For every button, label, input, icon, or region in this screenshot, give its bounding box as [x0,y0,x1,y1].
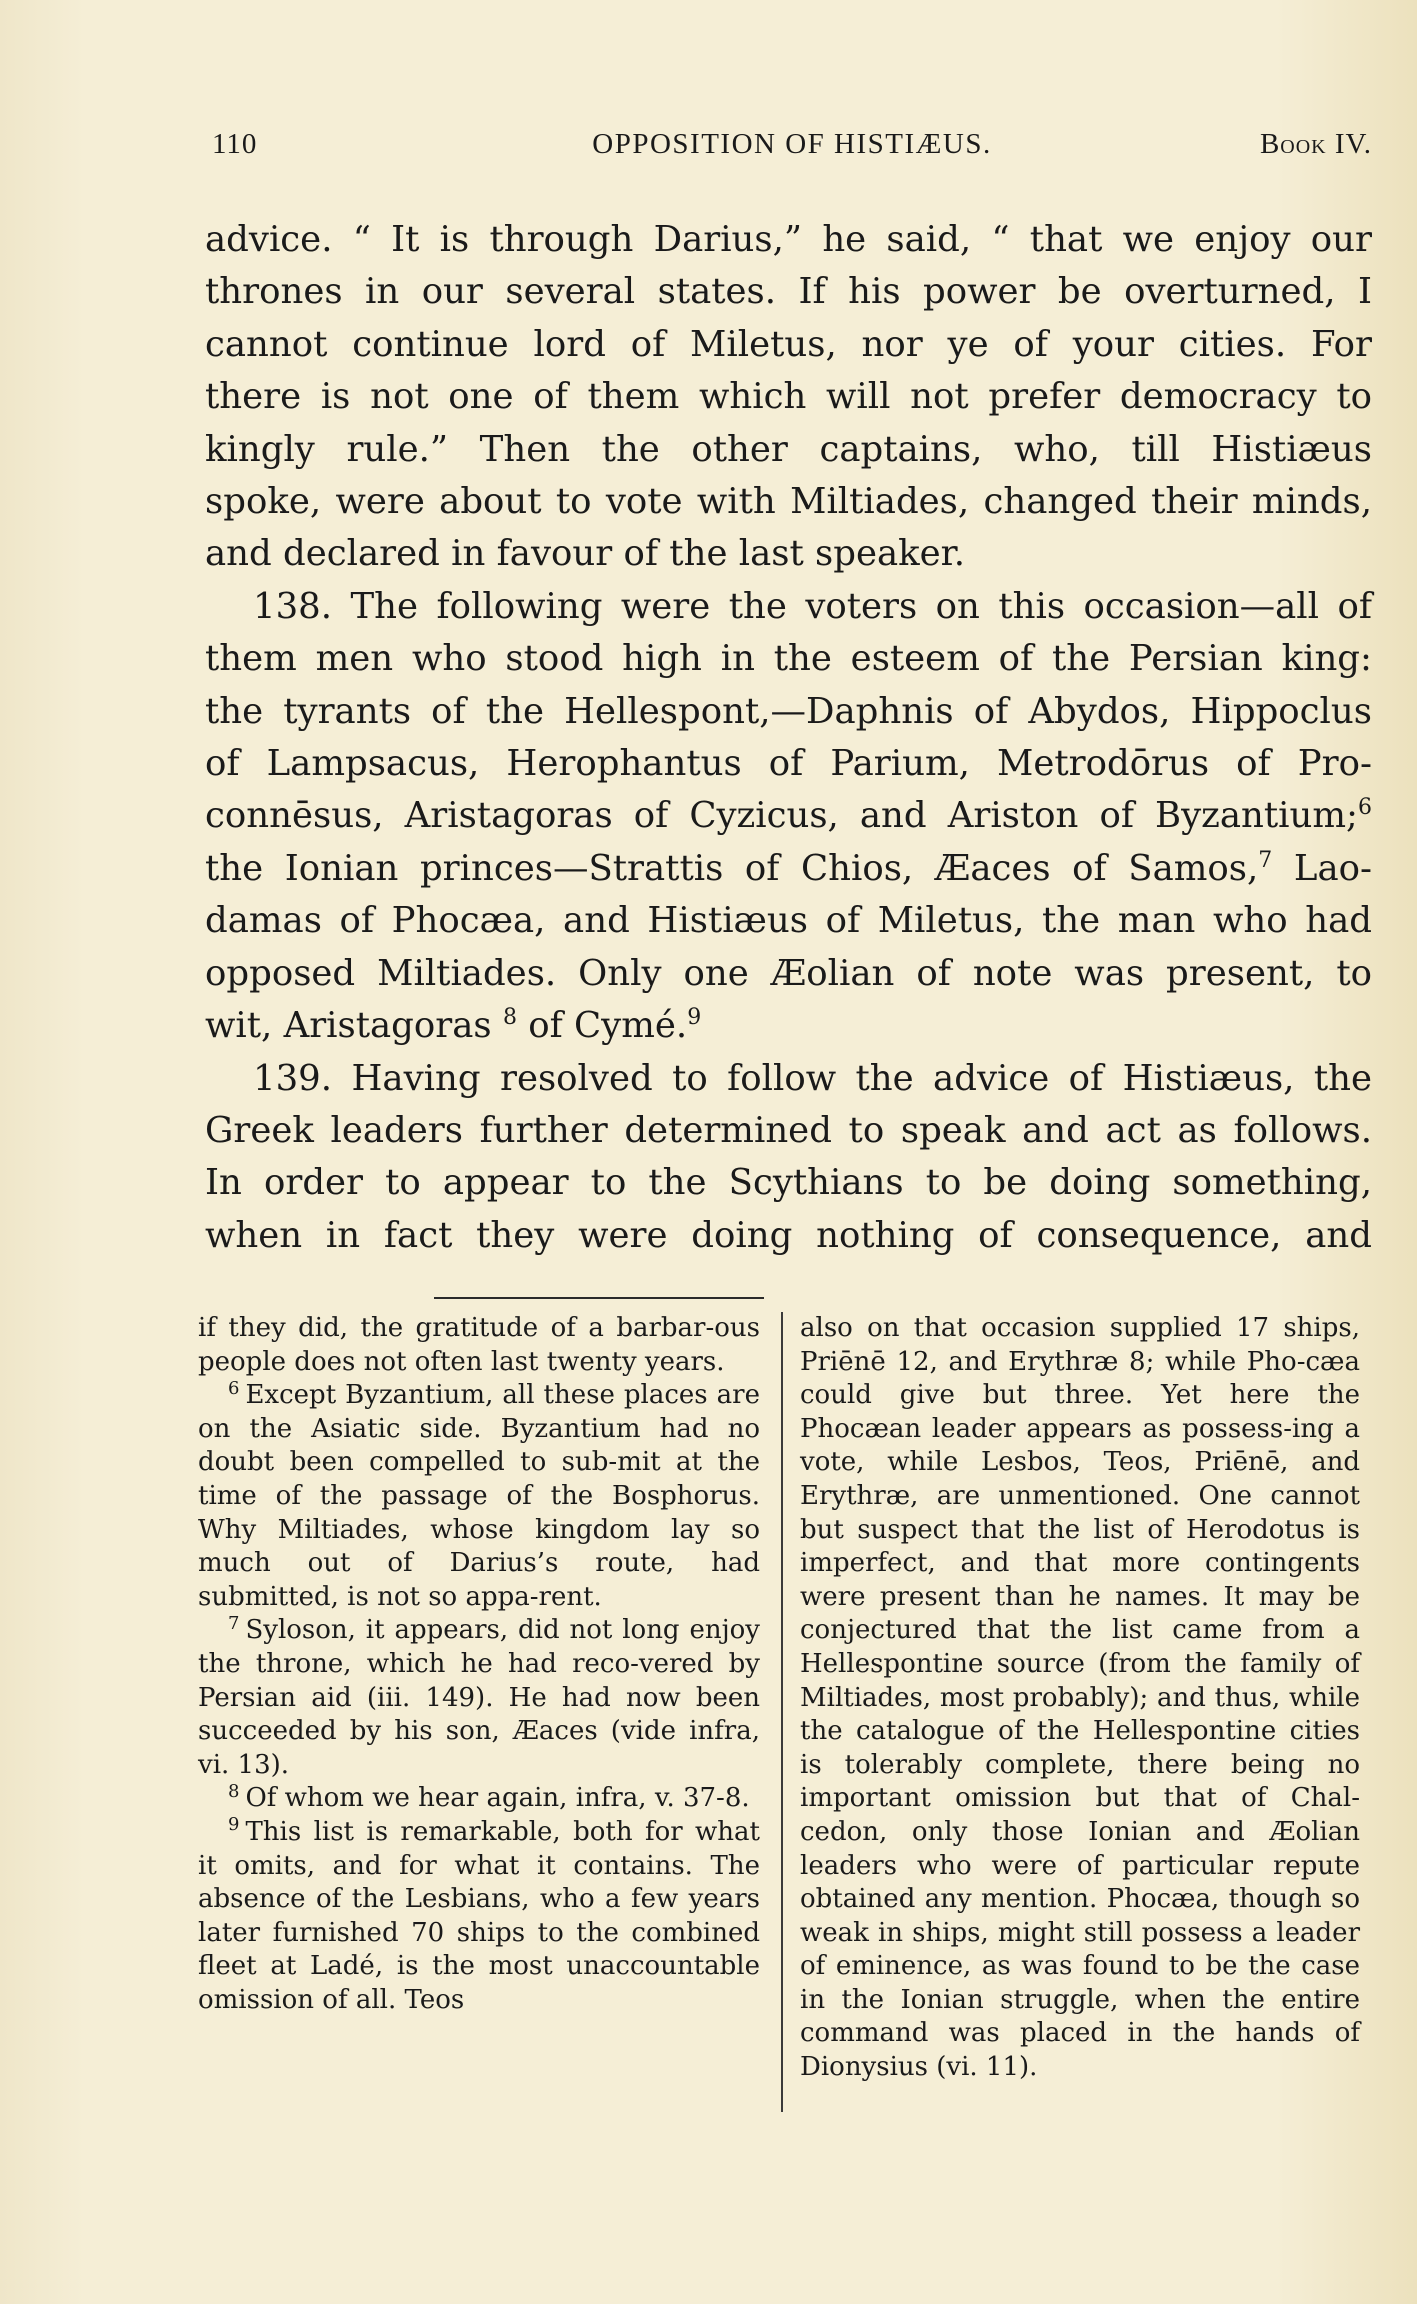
footnote-column-divider [781,1312,783,2112]
text-line: of Lampsacus, Herophantus of Parium, Metrodōrus of Pro- [205,743,1372,785]
footnotes-right-column [800,1312,1360,2085]
footnote-9 [198,1816,760,2018]
text-line: Greek leaders further determined to speak and act as follows. [205,1109,1372,1151]
footnote-number: 7 [228,1612,240,1634]
text-line: 138. The following were the voters on this occasion—all of [253,585,1372,627]
footnote-ref-6: 6 [1358,795,1372,821]
page-number: 110 [212,128,258,160]
text-segment: connēsus, Aristagoras of Cyzicus, and Ariston of Byzantium; [205,795,1358,837]
text-line: In order to appear to the Scythians to be doing something, [205,1162,1372,1204]
footnote-8 [198,1782,760,1816]
text-line: there is not one of them which will not prefer democracy to [205,376,1372,418]
main-text [205,214,1372,1262]
footnote-continuation: if they did, the gratitude of a barbar-ous people does not often last twenty years. [198,1313,760,1377]
text-segment: of Cymé. [516,1005,688,1047]
footnote-ref-7: 7 [1258,848,1273,874]
running-head [212,128,1372,168]
text-line: damas of Phocæa, and Histiæus of Miletus, the man who had [205,900,1372,942]
text-line: kingly rule.” Then the other captains, who, till Histiæus [205,428,1372,470]
text-line: them men who stood high in the esteem of the Persian king: [205,638,1372,680]
text-segment: Lao- [1272,847,1372,889]
footnote-text: This list is remarkable, both for what it omits, and for what it contains. The absence of the Lesbians, who a few years later furnished 70 ships to the combined fleet at Ladé, is the most unaccountable omission of all. Teos [198,1816,760,2015]
footnote-ref-9: 9 [687,1005,702,1031]
book-label: Book IV. [1259,128,1372,160]
text-segment: the Ionian princes—Strattis of Chios, Æaces of Samos, [205,847,1259,889]
text-line: the tyrants of the Hellespont,—Daphnis of Abydos, Hippoclus [205,690,1372,732]
footnote-rule [434,1297,764,1299]
text-line: and declared in favour of the last speaker. [205,533,966,575]
footnotes-left-column [198,1312,760,2017]
text-line: opposed Miltiades. Only one Æolian of note was present, to [205,952,1372,994]
footnote-text: Syloson, it appears, did not long enjoy the throne, which he had reco-vered by Persian aid (iii. 149). He had now been succeeded by his son, Æaces (vide infra, vi. 13). [198,1615,760,1780]
text-line: 139. Having resolved to follow the advice of Histiæus, the [253,1057,1372,1099]
footnote-text: Of whom we hear again, infra, v. 37-8. [245,1783,750,1814]
footnote-ref-8: 8 [502,1005,517,1031]
footnote-number: 6 [228,1377,240,1399]
text-line: thrones in our several states. If his power be overturned, I [205,271,1372,313]
text-line [205,1000,1372,1052]
text-line [205,790,1372,842]
footnote-6 [198,1379,760,1614]
footnote-number: 8 [228,1780,240,1802]
text-line [205,843,1372,895]
chapter-title: OPPOSITION OF HISTIÆUS. [592,128,992,160]
footnote-text: Except Byzantium, all these places are on the Asiatic side. Byzantium had no doubt been compelled to sub-mit at the time of the passage of the Bosphorus. Why Miltiades, whose kingdom lay so much out of Darius’s route, had submitted, is not so appa-rent. [198,1380,760,1612]
footnote-9-continued: also on that occasion supplied 17 ships, Priēnē 12, and Erythræ 8; while Pho-cæa could give but three. Yet here the Phocæan leader appears as possess-ing a vote, while Lesbos, Teos, Priēnē, and Erythræ, are unmentioned. One cannot but suspect that the list of Herodotus is imperfect, and that more contingents were present than he names. It may be conjectured that the list came from a Hellespontine source (from the family of Miltiades, most probably); and thus, while the catalogue of the Hellespontine cities is tolerably complete, there being no important omission but that of Chal-cedon, only those Ionian and Æolian leaders who were of particular repute obtained any mention. Phocæa, though so weak in ships, might still possess a leader of eminence, as was found to be the case in the Ionian struggle, when the entire command was placed in the hands of Dionysius (vi. 11). [800,1313,1360,2083]
text-line: advice. “ It is through Darius,” he said, “ that we enjoy our [205,219,1372,260]
text-segment: wit, Aristagoras [205,1005,492,1047]
text-line: spoke, were about to vote with Miltiades, changed their minds, [205,481,1372,523]
text-line: cannot continue lord of Miletus, nor ye of your cities. For [205,323,1372,365]
text-line: when in fact they were doing nothing of consequence, and [205,1214,1372,1256]
footnote-7 [198,1614,760,1782]
footnote-number: 9 [228,1814,240,1836]
